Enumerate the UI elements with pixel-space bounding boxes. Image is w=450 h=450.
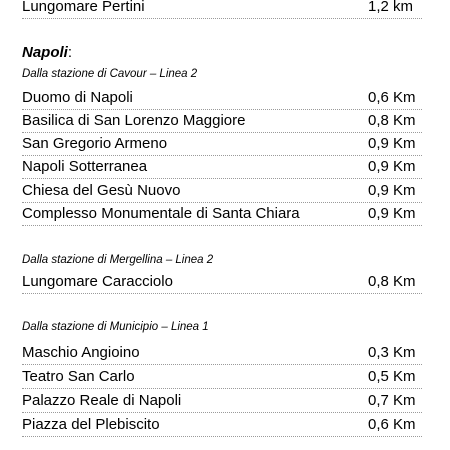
place-name: Basilica di San Lorenzo Maggiore (22, 112, 246, 129)
place-distance: 0,7 Km (368, 392, 416, 409)
place-distance: 0,9 Km (368, 158, 416, 175)
place-name: San Gregorio Armeno (22, 135, 168, 152)
place-distance: 0,6 Km (368, 89, 416, 106)
place-distance: 1,2 km (368, 0, 414, 15)
list-item (22, 271, 422, 294)
place-name: Lungomare Pertini (22, 0, 145, 15)
list-item (22, 366, 422, 389)
place-distance: 0,9 Km (368, 182, 416, 199)
place-distance: 0,3 Km (368, 344, 416, 361)
station-subheading: Dalla stazione di Municipio – Linea 1 (22, 321, 209, 333)
place-name: Piazza del Plebiscito (22, 416, 160, 433)
place-name: Palazzo Reale di Napoli (22, 392, 182, 409)
list-item (22, 156, 422, 179)
place-name: Chiesa del Gesù Nuovo (22, 182, 181, 199)
list-item (22, 87, 422, 110)
place-name: Complesso Monumentale di Santa Chiara (22, 205, 300, 222)
place-name: Duomo di Napoli (22, 89, 133, 106)
city-heading-colon: : (67, 44, 73, 61)
list-item (22, 203, 422, 226)
place-name: Maschio Angioino (22, 344, 140, 361)
place-name: Napoli Sotterranea (22, 158, 148, 175)
place-distance: 0,6 Km (368, 416, 416, 433)
city-name: Napoli (22, 44, 68, 61)
list-item (22, 133, 422, 156)
list-item (22, 390, 422, 413)
station-subheading: Dalla stazione di Cavour – Linea 2 (22, 68, 198, 80)
place-distance: 0,5 Km (368, 368, 416, 385)
list-item (22, 0, 422, 19)
place-distance: 0,8 Km (368, 273, 416, 290)
list-item (22, 110, 422, 133)
place-name: Teatro San Carlo (22, 368, 135, 385)
station-subheading: Dalla stazione di Mergellina – Linea 2 (22, 254, 214, 266)
place-distance: 0,8 Km (368, 112, 416, 129)
list-item (22, 342, 422, 365)
list-item (22, 414, 422, 437)
place-distance: 0,9 Km (368, 205, 416, 222)
place-name: Lungomare Caracciolo (22, 273, 173, 290)
place-distance: 0,9 Km (368, 135, 416, 152)
city-heading (22, 43, 72, 63)
list-item (22, 180, 422, 203)
